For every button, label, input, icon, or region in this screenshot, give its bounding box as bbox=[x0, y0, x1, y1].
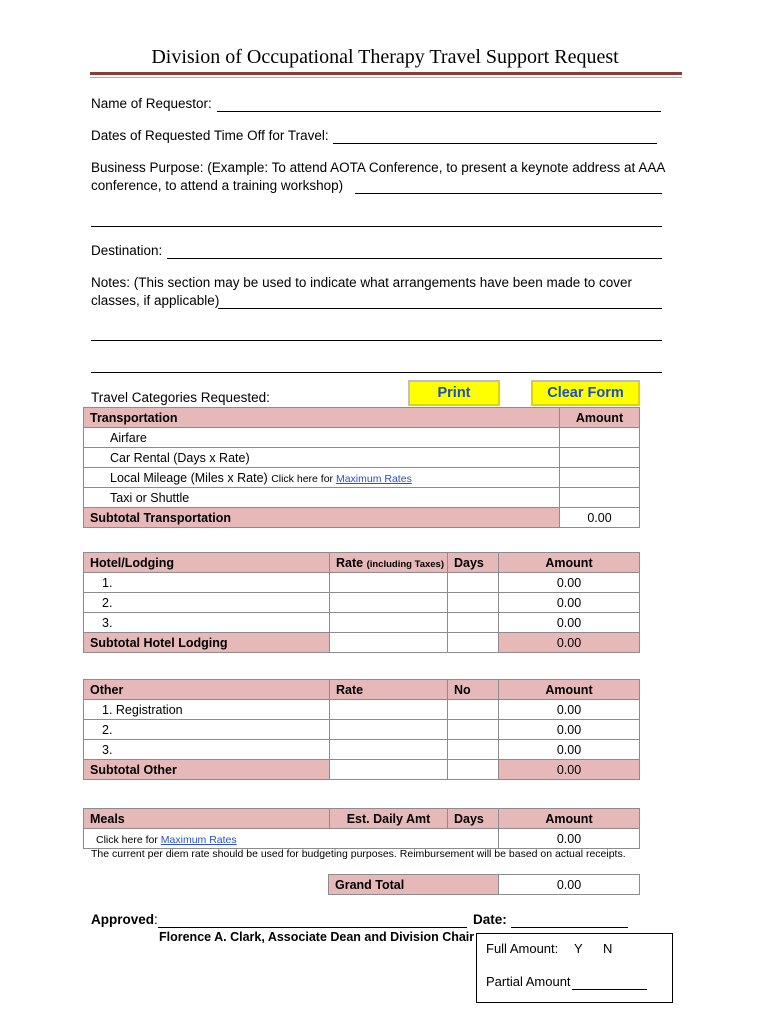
meals-table bbox=[83, 808, 640, 849]
other-header: Other bbox=[84, 680, 330, 700]
approved-label-wrap bbox=[91, 912, 158, 927]
other-rate-cell[interactable] bbox=[330, 720, 448, 740]
meals-max-rates-link[interactable]: Maximum Rates bbox=[160, 833, 237, 846]
notes-field-line3[interactable] bbox=[91, 372, 662, 373]
meals-link-prefix: Click here for bbox=[96, 833, 161, 846]
hotel-days-header: Days bbox=[448, 553, 499, 573]
destination-field[interactable] bbox=[167, 258, 662, 259]
meals-link-row bbox=[84, 829, 499, 849]
other-subtotal-spacer bbox=[448, 760, 499, 780]
partial-amount-label: Partial Amount bbox=[486, 974, 571, 989]
amount-approval-box bbox=[476, 933, 673, 1003]
transportation-table bbox=[83, 407, 640, 528]
hotel-rate-cell[interactable] bbox=[330, 573, 448, 593]
other-table bbox=[83, 679, 640, 780]
transportation-header: Transportation bbox=[84, 408, 560, 428]
other-no-cell[interactable] bbox=[448, 740, 499, 760]
transport-item-mileage-row bbox=[84, 468, 560, 488]
other-rate-cell[interactable] bbox=[330, 740, 448, 760]
date-field[interactable] bbox=[511, 927, 628, 928]
other-no-header: No bbox=[448, 680, 499, 700]
business-purpose-field-line2[interactable] bbox=[91, 226, 662, 227]
date-label: Date: bbox=[473, 912, 507, 927]
hotel-amount-cell: 0.00 bbox=[499, 593, 640, 613]
title-divider-thin bbox=[90, 77, 682, 78]
other-rate-header: Rate bbox=[330, 680, 448, 700]
meals-est-header: Est. Daily Amt bbox=[330, 809, 448, 829]
hotel-header: Hotel/Lodging bbox=[84, 553, 330, 573]
mileage-max-rates-link[interactable]: Maximum Rates bbox=[335, 472, 412, 485]
hotel-rate-cell[interactable] bbox=[330, 593, 448, 613]
notes-field-line2[interactable] bbox=[91, 340, 662, 341]
mileage-link-prefix: Click here for bbox=[271, 472, 336, 485]
other-amount-header: Amount bbox=[499, 680, 640, 700]
approved-label: Approved bbox=[91, 912, 155, 927]
hotel-rate-cell[interactable] bbox=[330, 613, 448, 633]
per-diem-note: The current per diem rate should be used for budgeting purposes. Reimbursement will be based on actual receipts. bbox=[91, 848, 626, 860]
grand-total-label: Grand Total bbox=[329, 875, 499, 895]
hotel-subtotal-value: 0.00 bbox=[499, 633, 640, 653]
other-subtotal-label: Subtotal Other bbox=[84, 760, 330, 780]
page-title: Division of Occupational Therapy Travel Support Request bbox=[151, 46, 619, 68]
hotel-row-label: 1. bbox=[84, 573, 330, 593]
notes-field[interactable] bbox=[218, 308, 662, 309]
transport-item-mileage: Local Mileage (Miles x Rate) bbox=[110, 470, 268, 485]
other-amount-cell: 0.00 bbox=[499, 720, 640, 740]
hotel-rate-label: Rate bbox=[336, 555, 364, 570]
destination-label: Destination: bbox=[91, 243, 163, 258]
hotel-amount-cell: 0.00 bbox=[499, 613, 640, 633]
requestor-field[interactable] bbox=[217, 111, 661, 112]
print-button[interactable]: Print bbox=[408, 380, 500, 406]
hotel-table bbox=[83, 552, 640, 653]
transport-item-taxi: Taxi or Shuttle bbox=[84, 488, 560, 508]
full-amount-no[interactable]: N bbox=[603, 941, 613, 956]
grand-total-value: 0.00 bbox=[499, 875, 640, 895]
hotel-days-cell[interactable] bbox=[448, 613, 499, 633]
meals-header: Meals bbox=[84, 809, 330, 829]
transport-subtotal-label: Subtotal Transportation bbox=[84, 508, 560, 528]
meals-days-header: Days bbox=[448, 809, 499, 829]
hotel-rate-header bbox=[330, 553, 448, 573]
signer-name: Florence A. Clark, Associate Dean and Division Chair bbox=[159, 930, 475, 944]
hotel-days-cell[interactable] bbox=[448, 593, 499, 613]
hotel-row-label: 3. bbox=[84, 613, 330, 633]
title-divider bbox=[90, 72, 682, 75]
transport-amount-airfare[interactable] bbox=[560, 428, 640, 448]
hotel-amount-cell: 0.00 bbox=[499, 573, 640, 593]
transport-item-car-rental: Car Rental (Days x Rate) bbox=[84, 448, 560, 468]
other-amount-cell: 0.00 bbox=[499, 700, 640, 720]
hotel-days-cell[interactable] bbox=[448, 573, 499, 593]
transport-amount-taxi[interactable] bbox=[560, 488, 640, 508]
other-amount-cell: 0.00 bbox=[499, 740, 640, 760]
transport-amount-car-rental[interactable] bbox=[560, 448, 640, 468]
full-amount-yes[interactable]: Y bbox=[574, 941, 583, 956]
partial-amount-field[interactable] bbox=[572, 989, 647, 990]
other-subtotal-value: 0.00 bbox=[499, 760, 640, 780]
other-no-cell[interactable] bbox=[448, 720, 499, 740]
full-amount-label: Full Amount: bbox=[486, 941, 559, 956]
dates-label: Dates of Requested Time Off for Travel: bbox=[91, 128, 329, 143]
approved-colon: : bbox=[154, 912, 158, 927]
other-subtotal-spacer bbox=[330, 760, 448, 780]
other-rate-cell[interactable] bbox=[330, 700, 448, 720]
other-row-label: 3. bbox=[84, 740, 330, 760]
hotel-subtotal-spacer bbox=[330, 633, 448, 653]
other-row-label: 2. bbox=[84, 720, 330, 740]
meals-amount-header: Amount bbox=[499, 809, 640, 829]
hotel-amount-header: Amount bbox=[499, 553, 640, 573]
business-purpose-field[interactable] bbox=[355, 193, 662, 194]
business-purpose-label: Business Purpose: (Example: To attend AOTA Conference, to present a keynote address at AAA bbox=[91, 160, 666, 175]
other-row-label: 1. Registration bbox=[84, 700, 330, 720]
requestor-label: Name of Requestor: bbox=[91, 96, 212, 111]
travel-categories-label: Travel Categories Requested: bbox=[91, 390, 270, 405]
hotel-subtotal-label: Subtotal Hotel Lodging bbox=[84, 633, 330, 653]
transportation-amount-header: Amount bbox=[560, 408, 640, 428]
other-no-cell[interactable] bbox=[448, 700, 499, 720]
transport-item-airfare: Airfare bbox=[84, 428, 560, 448]
meals-amount-value: 0.00 bbox=[499, 829, 640, 849]
approved-signature-field[interactable] bbox=[158, 927, 467, 928]
dates-field[interactable] bbox=[333, 143, 657, 144]
transport-amount-mileage[interactable] bbox=[560, 468, 640, 488]
transport-subtotal-value: 0.00 bbox=[560, 508, 640, 528]
hotel-row-label: 2. bbox=[84, 593, 330, 613]
notes-label-cont: classes, if applicable) bbox=[91, 293, 220, 308]
hotel-subtotal-spacer bbox=[448, 633, 499, 653]
clear-form-button[interactable]: Clear Form bbox=[531, 380, 640, 406]
notes-label: Notes: (This section may be used to indicate what arrangements have been made to cover bbox=[91, 275, 633, 290]
hotel-rate-note: (including Taxes) bbox=[366, 558, 444, 570]
business-purpose-example: conference, to attend a training workshop) bbox=[91, 178, 344, 193]
grand-total-table bbox=[328, 874, 640, 895]
